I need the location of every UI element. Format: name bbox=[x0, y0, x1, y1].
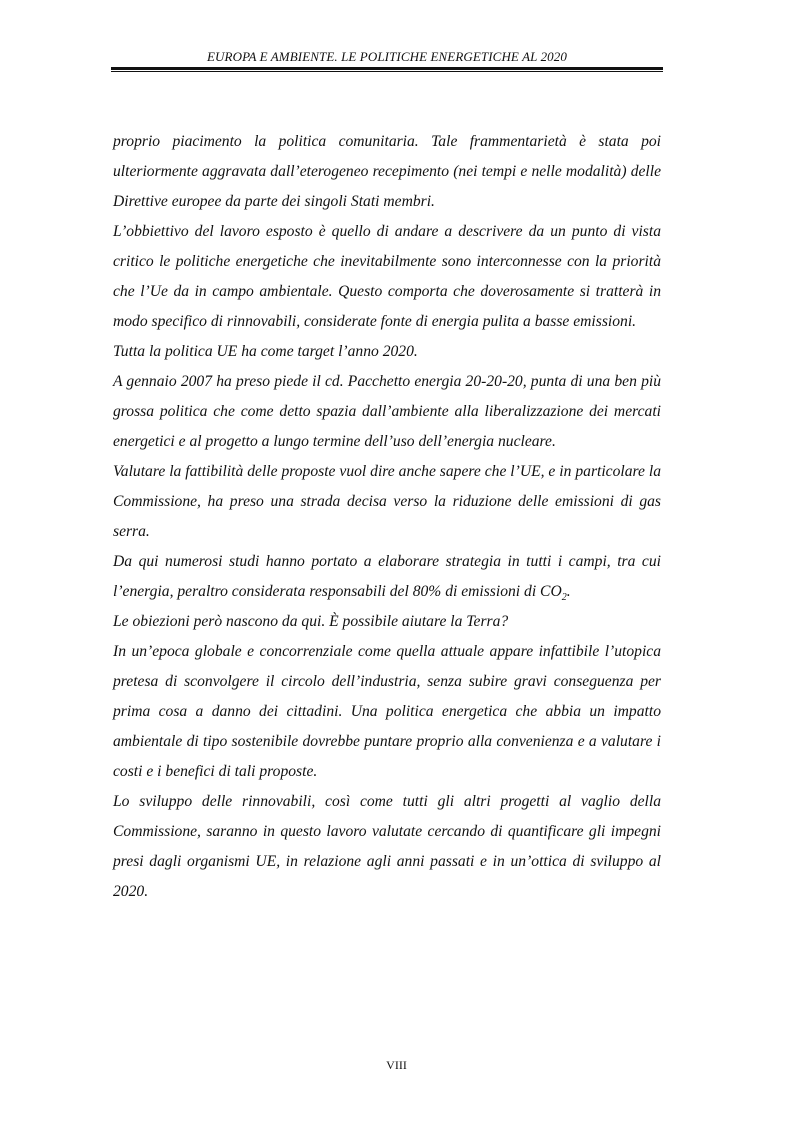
paragraph-9: Lo sviluppo delle rinnovabili, così come tutti gli altri progetti al vaglio della Commissione, saranno in questo lavoro valutate cercando di quantificare gli impegni presi dagli organismi UE, in relazione agli anni passati e in un’ottica di sviluppo al 2020. bbox=[113, 793, 661, 900]
paragraph-1: proprio piacimento la politica comunitaria. Tale frammentarietà è stata poi ulteriormente aggravata dall’eterogeneo recepimento (nei tempi e nelle modalità) delle Direttive europee da parte dei singoli Stati membri. bbox=[113, 133, 661, 210]
header-rule-thin bbox=[111, 71, 663, 72]
paragraph-2: L’obbiettivo del lavoro esposto è quello di andare a descrivere da un punto di vista critico le politiche energetiche che inevitabilmente sono interconnesse con la priorità che l’Ue da in campo ambientale. Questo comporta che doverosamente si tratterà in modo specifico di rinnovabili, considerate fonte di energia pulita a basse emissioni. bbox=[113, 223, 661, 330]
running-header: EUROPA E AMBIENTE. LE POLITICHE ENERGETICHE AL 2020 bbox=[207, 49, 567, 64]
paragraph-4: A gennaio 2007 ha preso piede il cd. Pacchetto energia 20-20-20, punta di una ben più grossa politica che come detto spazia dall’ambiente alla liberalizzazione dei mercati energetici e al progetto a lungo termine dell’uso dell’energia nucleare. bbox=[113, 373, 661, 450]
paragraph-7: Le obiezioni però nascono da qui. È possibile aiutare la Terra? bbox=[113, 613, 509, 630]
paragraph-5: Valutare la fattibilità delle proposte vuol dire anche sapere che l’UE, e in particolare la Commissione, ha preso una strada decisa verso la riduzione delle emissioni di gas serra. bbox=[113, 463, 661, 540]
paragraph-6 bbox=[113, 547, 661, 607]
paragraph-8: In un’epoca globale e concorrenziale come quella attuale appare infattibile l’utopica pretesa di sconvolgere il circolo dell’industria, senza subire gravi conseguenza per prima cosa a danno dei cittadini. Una politica energetica che abbia un impatto ambientale di tipo sostenibile dovrebbe puntare proprio alla convenienza e a valutare i costi e i benefici di tali proposte. bbox=[113, 643, 661, 780]
paragraph-6-text: Da qui numerosi studi hanno portato a elaborare strategia in tutti i campi, tra cui l’energia, peraltro considerata responsabili del 80% di emissioni di CO bbox=[113, 553, 661, 600]
co2-subscript: 2 bbox=[561, 592, 567, 604]
paragraph-6-end: . bbox=[566, 583, 571, 600]
header-rule-thick bbox=[111, 67, 663, 70]
body-text bbox=[113, 127, 661, 907]
page-number: VIII bbox=[386, 1058, 407, 1072]
paragraph-3: Tutta la politica UE ha come target l’anno 2020. bbox=[113, 343, 418, 360]
